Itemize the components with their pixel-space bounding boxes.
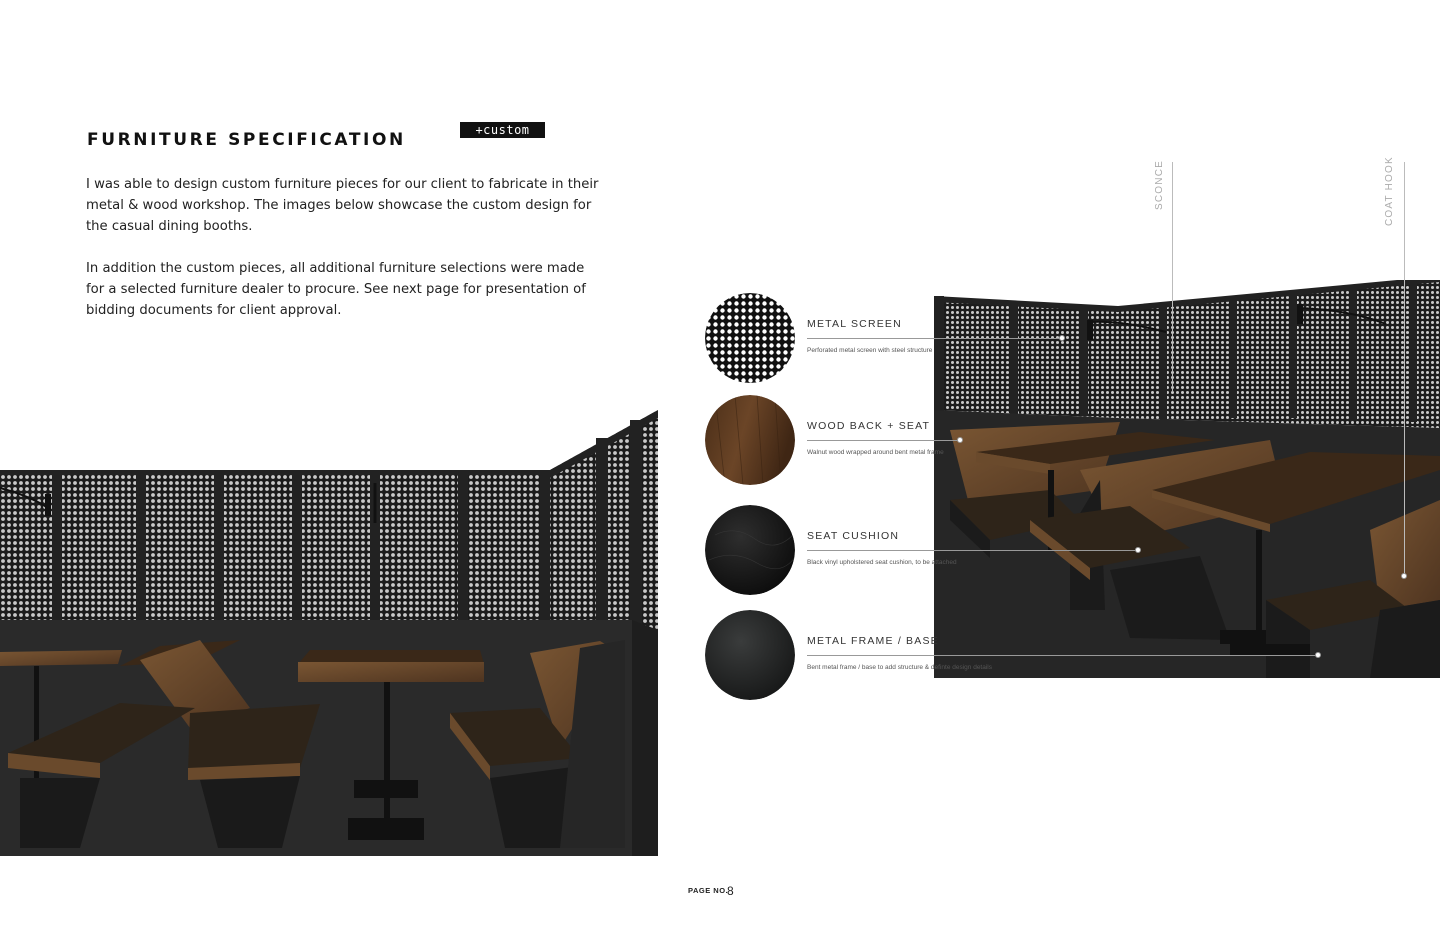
metal-frame-base-leader (807, 655, 1317, 656)
wood-back-seat-description: Walnut wood wrapped around bent metal frame (807, 449, 944, 456)
intro-paragraph: I was able to design custom furniture pieces for our client to fabricate in their metal & wood workshop. The images below showcase the custom design for the casual dining booths. (86, 177, 599, 235)
seat-cushion-leader-dot (1135, 547, 1141, 553)
page-number-label: PAGE NO. (688, 886, 729, 895)
seat-cushion-label: SEAT CUSHION (807, 530, 900, 542)
metal-screen-leader (807, 338, 1061, 339)
seat-cushion-description: Black vinyl upholstered seat cushion, to be attached (807, 559, 957, 566)
page-title: FURNITURE SPECIFICATION (87, 130, 406, 150)
metal-screen-leader-dot (1059, 335, 1065, 341)
metal-screen-label: METAL SCREEN (807, 318, 902, 330)
metal-frame-base-description: Bent metal frame / base to add structure & definte design details (807, 664, 992, 671)
wood-back-seat-leader-dot (957, 437, 963, 443)
coat-hook-callout-dot (1401, 573, 1407, 579)
dealer-paragraph: In addition the custom pieces, all additional furniture selections were made for a selected furniture dealer to procure. See next page for presentation of bidding documents for client approval. (86, 261, 586, 319)
sconce-callout-line (1172, 162, 1173, 392)
wood-back-seat-label: WOOD BACK + SEAT (807, 420, 931, 432)
sconce-callout-label: SCONCE (1154, 160, 1165, 210)
black-vinyl-swatch (705, 505, 795, 595)
page-number: 8 (727, 884, 734, 898)
booth-perspective-rendering (930, 280, 1440, 678)
wood-back-seat-leader (807, 440, 959, 441)
metal-frame-base-leader-dot (1315, 652, 1321, 658)
metal-screen-description: Perforated metal screen with steel structure (807, 347, 933, 354)
dark-metal-swatch (705, 610, 795, 700)
metal-frame-base-label: METAL FRAME / BASE (807, 635, 939, 647)
perforated-metal-swatch (705, 293, 795, 383)
coat-hook-callout-line (1404, 162, 1405, 576)
booth-front-rendering (0, 408, 662, 858)
seat-cushion-leader (807, 550, 1137, 551)
coat-hook-callout-label: COAT HOOK (1384, 156, 1395, 226)
custom-badge: +custom (460, 122, 545, 138)
walnut-wood-swatch (705, 395, 795, 485)
